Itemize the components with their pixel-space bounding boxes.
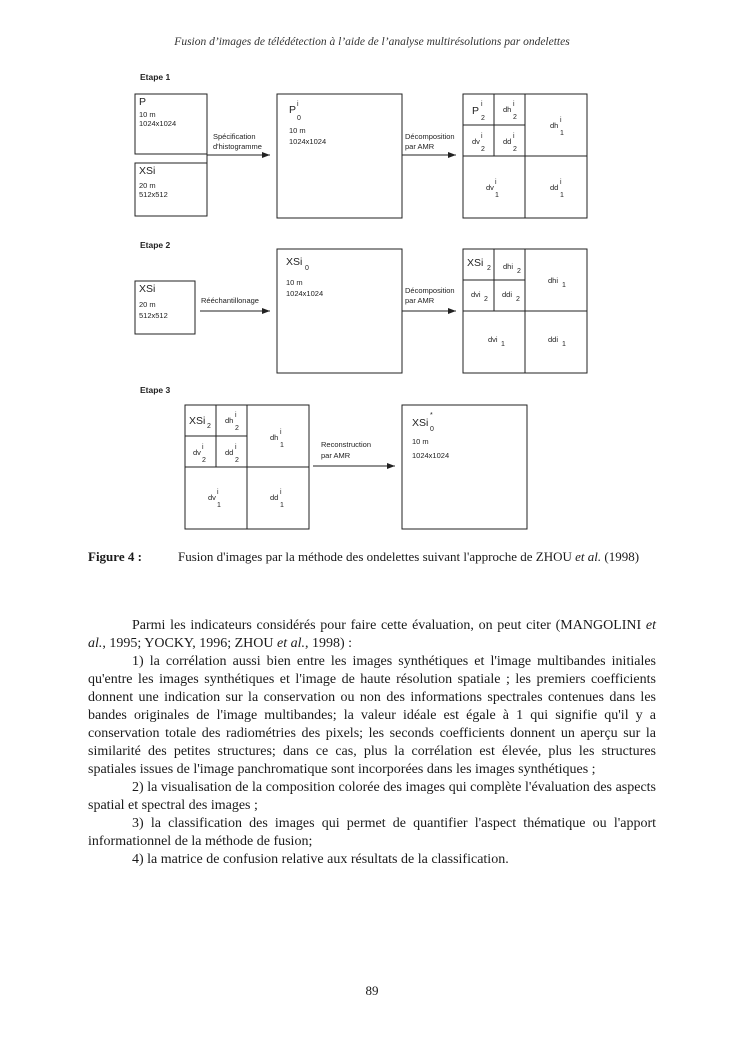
- s2-xsi2: XSi: [467, 257, 484, 269]
- step3-result-sup: *: [430, 412, 433, 419]
- s3-dd1: dd: [270, 493, 279, 502]
- step2-arrow2-label-1: Décomposition: [405, 286, 455, 295]
- step2-xsi0-name: XSi: [286, 256, 303, 268]
- s1-dh2: dh: [503, 105, 512, 114]
- s1-dd2-sup: i: [513, 133, 515, 140]
- step1-pi0-sup: i: [297, 101, 299, 108]
- s1-dv1: dv: [486, 183, 494, 192]
- s3-dh2: dh: [225, 416, 234, 425]
- step1-xsi-name: XSi: [139, 165, 156, 177]
- s1-dd1: dd: [550, 183, 559, 192]
- paragraph-item-2: 2) la visualisation de la composition colorée des images qui complète l'évaluation des aspects spatial et spectral des images ;: [88, 780, 656, 813]
- s1-p2-sub: 2: [481, 115, 485, 122]
- step3-result-name: XSi: [412, 417, 429, 429]
- step1-xsi-res: 20 m: [139, 181, 156, 190]
- s1-dd2-sub: 2: [513, 146, 517, 153]
- s3-dd2: dd: [225, 448, 234, 457]
- step1-pi0-name: P: [289, 104, 297, 116]
- paragraph-item-3: 3) la classification des images qui permet de quantifier l'aspect thématique ou l'apport informationnel de la méthode de fusion;: [88, 816, 656, 849]
- s2-dhi1-sub: 1: [562, 282, 566, 289]
- s2-dvi2: dvi: [471, 290, 481, 299]
- s3-dv2-sup: i: [202, 444, 204, 451]
- s1-dv1-sup: i: [495, 179, 497, 186]
- s2-ddi1: ddi: [548, 335, 559, 344]
- step2-xsi0-size: 1024x1024: [286, 289, 324, 298]
- s3-dh2-sup: i: [235, 412, 237, 419]
- body-text: [88, 617, 656, 869]
- s1-dh1-sup: i: [560, 117, 562, 124]
- s1-p2-sup: i: [481, 101, 483, 108]
- s1-p2: P: [472, 105, 480, 117]
- s2-ddi1-sub: 1: [562, 341, 566, 348]
- s3-dd1-sub: 1: [280, 502, 284, 509]
- page-number: 89: [365, 983, 379, 998]
- s3-dh1-sub: 1: [280, 442, 284, 449]
- step2-arrow2-label-2: par AMR: [405, 296, 435, 305]
- s2-dhi2-sub: 2: [517, 268, 521, 275]
- figure-caption: [88, 549, 658, 565]
- step1-p-res: 10 m: [139, 110, 156, 119]
- step1-p-size: 1024x1024: [139, 119, 177, 128]
- step2-xsi-size: 512x512: [139, 311, 168, 320]
- s3-dd1-sup: i: [280, 489, 282, 496]
- step2-label: Etape 2: [140, 240, 171, 250]
- s3-dv1: dv: [208, 493, 216, 502]
- s3-xsi2-sub: 2: [207, 423, 211, 430]
- s2-xsi2-sub: 2: [487, 265, 491, 272]
- step1-pi0-size: 1024x1024: [289, 137, 327, 146]
- s3-dv2: dv: [193, 448, 201, 457]
- caption-text: Fusion d'images par la méthode des ondelettes suivant l'approche de ZHOU et al. (1998): [178, 549, 640, 564]
- step3-result-sub: 0: [430, 426, 434, 433]
- s3-dh1: dh: [270, 433, 279, 442]
- step1-arrow2-label-2: par AMR: [405, 142, 435, 151]
- s1-dv1-sub: 1: [495, 192, 499, 199]
- s1-dv2-sub: 2: [481, 146, 485, 153]
- step2-xsi0-res: 10 m: [286, 278, 303, 287]
- step1-label: Etape 1: [140, 72, 171, 82]
- s1-dh1: dh: [550, 121, 559, 130]
- s2-ddi2: ddi: [502, 290, 513, 299]
- step1-pi0-res: 10 m: [289, 126, 306, 135]
- s1-dv2: dv: [472, 137, 480, 146]
- step1-arrow2-label-1: Décomposition: [405, 132, 455, 141]
- s3-dd2-sup: i: [235, 444, 237, 451]
- running-header: Fusion d’images de télédétection à l’aide de l’analyse multirésolutions par ondelettes: [174, 36, 570, 48]
- step3-label: Etape 3: [140, 385, 171, 395]
- step2-xsi-res: 20 m: [139, 300, 156, 309]
- s3-dv1-sub: 1: [217, 502, 221, 509]
- paragraph-item-1: 1) la corrélation aussi bien entre les images synthétiques et l'image multibandes initiales qu'entre les images synthétiques et l'image de haute résolution spatiale ; les premiers coefficients donnent une indication sur la conservation ou non des informations spectrales contenues dans les bandes originales de l'image multibandes; la valeur idéale est égale à 1 qui signifie qu'il y a conservation totale des radiométries des pixels; les seconds coefficients donnent un aperçu sur la similarité des petites structures; dans ce cas, plus la corrélation est élevée, plus les structures spatiales issues de l'image panchromatique sont incorporées dans les images synthétiques ;: [88, 654, 656, 777]
- step3-arrow-label-2: par AMR: [321, 451, 351, 460]
- s1-dd1-sub: 1: [560, 192, 564, 199]
- s2-dhi1: dhi: [548, 276, 559, 285]
- step2-xsi0-sub: 0: [305, 265, 309, 272]
- step3-result-res: 10 m: [412, 437, 429, 446]
- s1-dd2: dd: [503, 137, 512, 146]
- s3-dv2-sub: 2: [202, 457, 206, 464]
- step1-arrow1-label-1: Spécification: [213, 132, 256, 141]
- step1-p-name: P: [139, 96, 147, 108]
- s3-xsi2: XSi: [189, 415, 206, 427]
- s2-dvi1-sub: 1: [501, 341, 505, 348]
- step1-xsi-size: 512x512: [139, 190, 168, 199]
- paragraph-intro: Parmi les indicateurs considérés pour faire cette évaluation, on peut citer (MANGOLINI et al., 1995; YOCKY, 1996; ZHOU et al., 1998) :: [88, 618, 656, 651]
- step3-result-size: 1024x1024: [412, 451, 450, 460]
- s2-ddi2-sub: 2: [516, 296, 520, 303]
- step2-arrow1-label: Rééchantillonage: [201, 296, 259, 305]
- s3-dh2-sub: 2: [235, 425, 239, 432]
- step1-pi0-sub: 0: [297, 115, 301, 122]
- caption-label: Figure 4 :: [88, 549, 142, 564]
- s3-dh1-sup: i: [280, 429, 282, 436]
- s1-dd1-sup: i: [560, 179, 562, 186]
- paragraph-item-4: 4) la matrice de confusion relative aux résultats de la classification.: [132, 852, 509, 867]
- s2-dhi2: dhi: [503, 262, 514, 271]
- step2-xsi-name: XSi: [139, 283, 156, 295]
- s2-dvi1: dvi: [488, 335, 498, 344]
- s1-dh2-sup: i: [513, 101, 515, 108]
- s3-dv1-sup: i: [217, 489, 219, 496]
- s1-dv2-sup: i: [481, 133, 483, 140]
- s3-dd2-sub: 2: [235, 457, 239, 464]
- s1-dh2-sub: 2: [513, 114, 517, 121]
- s2-dvi2-sub: 2: [484, 296, 488, 303]
- step1-arrow1-label-2: d'histogramme: [213, 142, 262, 151]
- step3-arrow-label-1: Reconstruction: [321, 440, 372, 449]
- s1-dh1-sub: 1: [560, 130, 564, 137]
